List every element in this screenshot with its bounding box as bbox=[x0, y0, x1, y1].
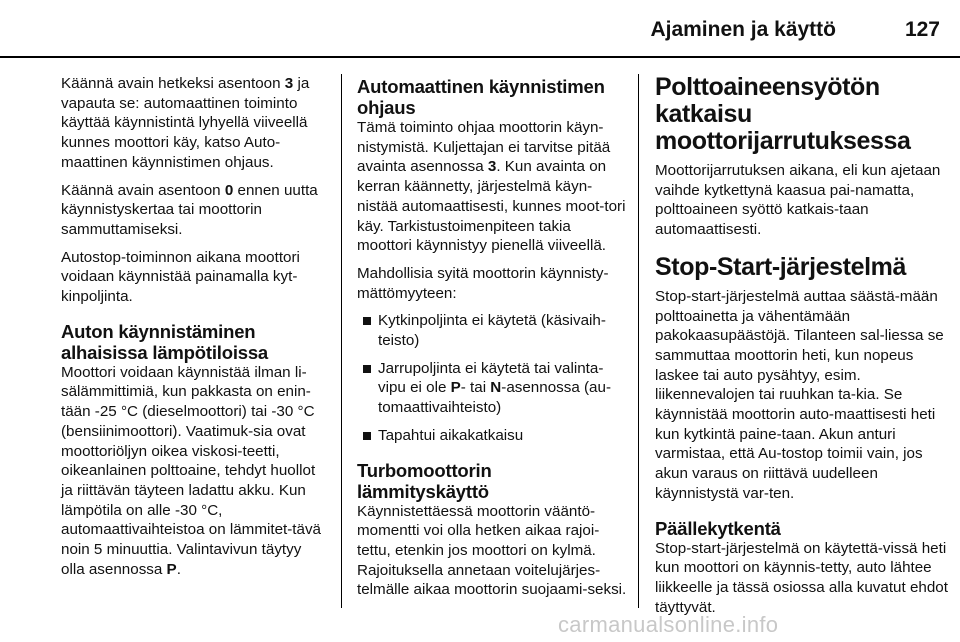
heading-auto-starter: Automaattinen käynnistimen ohjaus bbox=[357, 76, 605, 118]
heading-stop-start: Stop-Start-järjestelmä bbox=[655, 252, 906, 281]
paragraph: Stop-start-järjestelmä auttaa säästä-mään polttoainetta ja vähentämään pakokaasupäästöjä. Tilanteen sal-liessa se sammuttaa moottorin heti, kun nopeus laskee tai auto pysähtyy, esim. liikennevalojen tai ruuhkan ta-kia. Se käynnistää moottorin auto-maattisesti heti kun kytkintä paine-taan. Akun anturi varmistaa, että Au-tostop toimii vain, jos akun varaus on riittävä uudelleen käynnistystä var-ten. bbox=[655, 287, 944, 502]
heading-cold-start: Auton käynnistäminen alhaisissa lämpötiloissa bbox=[61, 320, 269, 363]
column-left bbox=[61, 74, 323, 587]
page-header bbox=[0, 0, 960, 56]
watermark: carmanualsonline.info bbox=[558, 612, 779, 637]
bullet-list bbox=[357, 311, 627, 445]
paragraph: Tämä toiminto ohjaa moottorin käyn-nistymistä. Kuljettajan ei tarvitse pitää avainta asennossa 3. Kun avainta on kerran käännetty, järjestelmä käyn-nistää automaattisesti, kunnes moot-tori käy. Tarkistustoimenpiteen takia moottori käynnistyy pienellä viiveellä. bbox=[357, 119, 626, 255]
paragraph: Stop-start-järjestelmä on käytettä-vissä heti kun moottori on käynnis-tetty, auto lähtee liikkeelle ja tässä osiossa alla kuvatut ehdot täyttyvät. bbox=[655, 539, 948, 616]
paragraph: Mahdollisia syitä moottorin käynnisty-mättömyyteen: bbox=[357, 264, 609, 302]
list-item: Tapahtui aikakatkaisu bbox=[357, 426, 627, 446]
paragraph: Autostop-toiminnon aikana moottori voidaan käynnistää painamalla kyt-kinpoljinta. bbox=[61, 248, 300, 306]
list-item: Jarrupoljinta ei käytetä tai valinta-vipu ei ole P- tai N-asennossa (au-tomaattivaihteisto) bbox=[357, 359, 627, 418]
paragraph: Käännä avain asentoon 0 ennen uutta käynnistyskertaa tai moottorin sammuttamiseksi. bbox=[61, 181, 318, 238]
section-title: Ajaminen ja käyttö bbox=[650, 18, 836, 41]
paragraph: Käännä avain hetkeksi asentoon 3 ja vapauta se: automaattinen toiminto käyttää käynnistintä lyhyellä viiveellä kunnes moottori käy, katso Auto-maattinen käynnistimen ohjaus. bbox=[61, 75, 310, 171]
list-item: Kytkinpoljinta ei käytetä (käsivaih-teisto) bbox=[357, 311, 627, 350]
paragraph: Moottori voidaan käynnistää ilman li-sälämmittimiä, kun pakkasta on enin-tään -25 °C (dieselmoottori) tai -30 °C (bensiinimoottori). Vaatimuk-sia ovat moottoriöljyn oikea viskosi-teetti, oikeanlainen polttoaine, tehdyt huollot ja riittävän täyteen ladattu akku. Kun lämpötila on alle -30 °C, automaattivaihteistoa on lämmitet-tävä noin 5 minuuttia. Valintavivun täytyy olla asennossa P. bbox=[61, 363, 322, 578]
header-rule bbox=[0, 56, 960, 58]
column-divider bbox=[341, 74, 342, 608]
heading-turbo: Turbomoottorin lämmityskäyttö bbox=[357, 459, 492, 502]
column-middle bbox=[357, 76, 627, 608]
paragraph: Käynnistettäessä moottorin vääntö-momentti voi olla hetken aikaa rajoi-tettu, etenkin jos moottori on kylmä. Rajoituksella annetaan voitelujärjes-telmälle aikaa moottorin suojaami-seksi. bbox=[357, 502, 627, 599]
heading-fuel-cutoff: Polttoaineensyötön katkaisu moottorijarrutuksessa bbox=[655, 73, 911, 155]
column-divider bbox=[638, 74, 639, 608]
page-number: 127 bbox=[904, 18, 940, 41]
paragraph: Moottorijarrutuksen aikana, eli kun ajetaan vaihde kytkettynä kaasua pai-namatta, polttoaineen syöttö katkais-taan automaattisesti. bbox=[655, 162, 941, 239]
column-right bbox=[655, 74, 950, 625]
heading-activation: Päällekytkentä bbox=[655, 517, 781, 539]
